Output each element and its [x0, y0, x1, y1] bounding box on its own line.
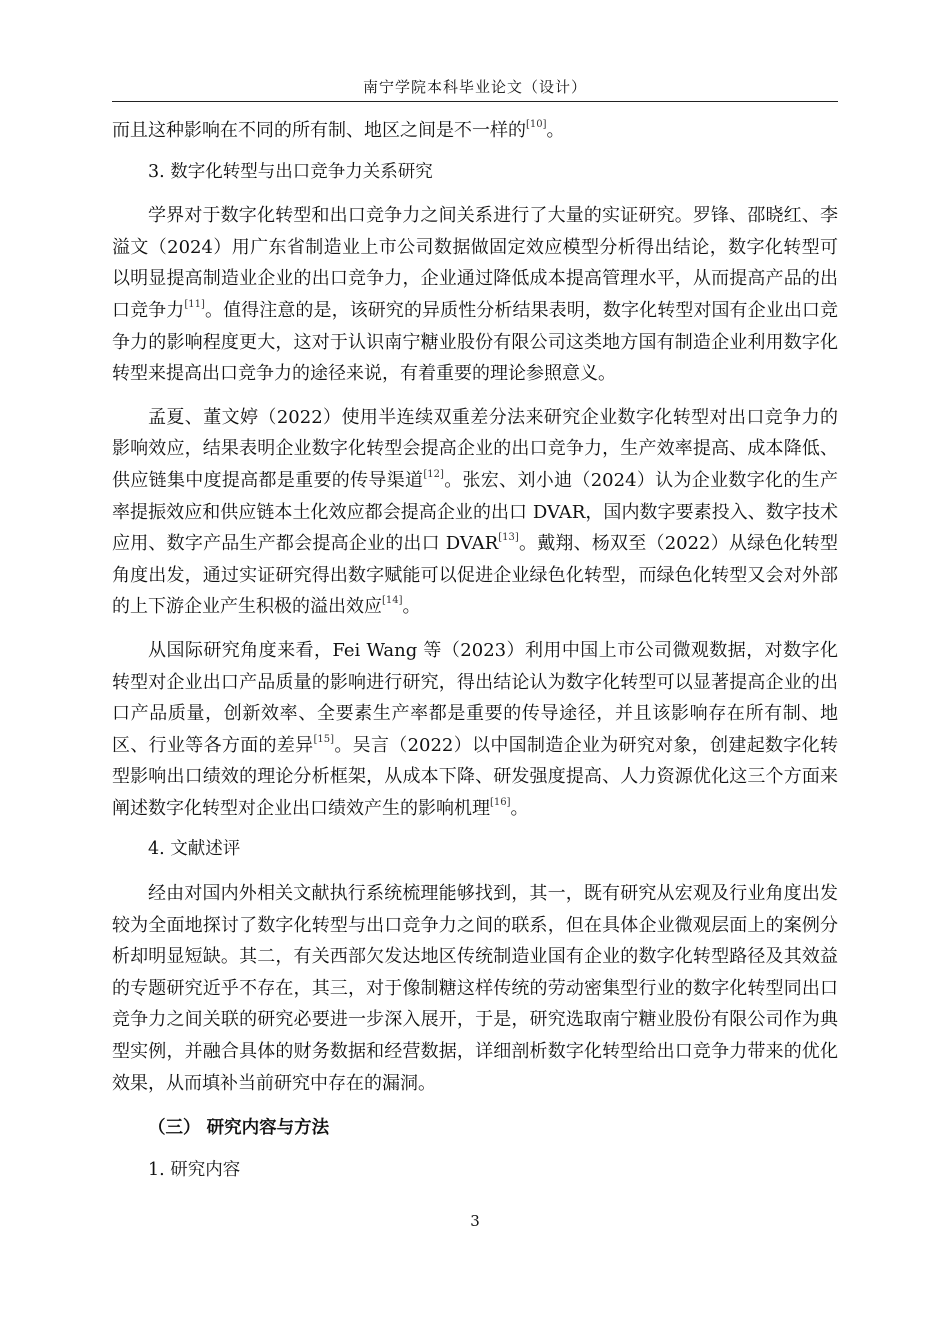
paragraph-text: 。 — [510, 797, 529, 819]
paragraph-text: 学界对于数字化转型和出口竞争力之间关系进行了大量的实证研究。罗锋、邵晓红、李溢文（2024）用广东省制造业上市公司数据做固定效应模型分析得出结论，数字化转型可以明显提高制造业企业的出口竞争力，企业通过降低成本提高管理水平，从而提高产品的出口竞争力 — [112, 205, 838, 321]
paragraph-text: 而且这种影响在不同的所有制、地区之间是不一样的 — [112, 120, 526, 141]
paragraph-text: 。吴言（2022）以中国制造企业为研究对象，创建起数字化转型影响出口绩效的理论分析框架，从成本下降、研发强度提高、人力资源优化这三个方面来阐述数字化转型对企业出口绩效产生的影响机理 — [112, 734, 838, 819]
paragraph-text: 。张宏、刘小迪（2024）认为企业数字化的生产率提振效应和供应链本土化效应都会提高企业的出口 DVAR，国内数字要素投入、数字技术应用、数字产品生产都会提高企业的出口 DVAR — [112, 469, 838, 555]
page-number: 3 — [470, 1212, 480, 1230]
subheading-relationship-research: 3. 数字化转型与出口竞争力关系研究 — [148, 161, 433, 182]
paragraph-text: 孟夏、董文婷（2022）使用半连续双重差分法来研究企业数字化转型对出口竞争力的影响效应，结果表明企业数字化转型会提高企业的出口竞争力，生产效率提高、成本降低、供应链集中度提高都是重要的传导渠道 — [112, 406, 838, 491]
subheading-research-content: 1. 研究内容 — [148, 1159, 241, 1180]
citation-ref: [13] — [498, 532, 519, 544]
document-body — [112, 115, 838, 1186]
paragraph-literature-review: 经由对国内外相关文献执行系统梳理能够找到，其一，既有研究从宏观及行业角度出发较为全面地探讨了数字化转型与出口竞争力之间的联系，但在具体企业微观层面上的案例分析却明显短缺。其二，有关西部欠发达地区传统制造业国有企业的数字化转型路径及其效益的专题研究近乎不存在，其三，对于像制糖这样传统的劳动密集型行业的数字化转型同出口竞争力之间关联的研究必要进一步深入展开，于是，研究选取南宁糖业股份有限公司作为典型实例，并融合具体的财务数据和经营数据，详细剖析数字化转型给出口竞争力带来的优化效果，从而填补当前研究中存在的漏洞。 — [112, 883, 838, 1094]
paragraph-text: 。值得注意的是，该研究的异质性分析结果表明，数字化转型对国有企业出口竞争力的影响程度更大，这对于认识南宁糖业股份有限公司这类地方国有制造企业利用数字化转型来提高出口竞争力的途径来说，有着重要的理论参照意义。 — [112, 299, 838, 385]
header-divider — [112, 101, 838, 102]
citation-ref: [16] — [490, 796, 511, 808]
paragraph-text: 。 — [546, 120, 565, 141]
running-header: 南宁学院本科毕业论文（设计） — [362, 78, 587, 96]
subheading-literature-review: 4. 文献述评 — [148, 839, 241, 860]
citation-ref: [15] — [313, 733, 334, 745]
paragraph-continuation — [112, 115, 838, 147]
paragraph-empirical-studies — [112, 200, 838, 390]
paragraph-text: 。 — [402, 596, 421, 618]
paragraph-text: 从国际研究角度来看，Fei Wang 等（2023）利用中国上市公司微观数据，对数字化转型对企业出口产品质量的影响进行研究，得出结论认为数字化转型可以显著提高企业的出口产品质量，创新效率、全要素生产率都是重要的传导途径，并且该影响存在所有制、地区、行业等各方面的差异 — [112, 639, 838, 756]
paragraph-text: 。戴翔、杨双至（2022）从绿色化转型角度出发，通过实证研究得出数字赋能可以促进企业绿色化转型，而绿色化转型又会对外部的上下游企业产生积极的溢出效应 — [112, 533, 838, 618]
section-heading-research-content-methods: （三） 研究内容与方法 — [148, 1118, 330, 1139]
citation-ref: [11] — [184, 298, 205, 310]
paragraph-international-studies — [112, 635, 838, 825]
citation-ref: [12] — [423, 468, 444, 480]
citation-ref: [10] — [526, 119, 547, 130]
citation-ref: [14] — [382, 595, 403, 607]
paragraph-domestic-studies — [112, 402, 838, 623]
